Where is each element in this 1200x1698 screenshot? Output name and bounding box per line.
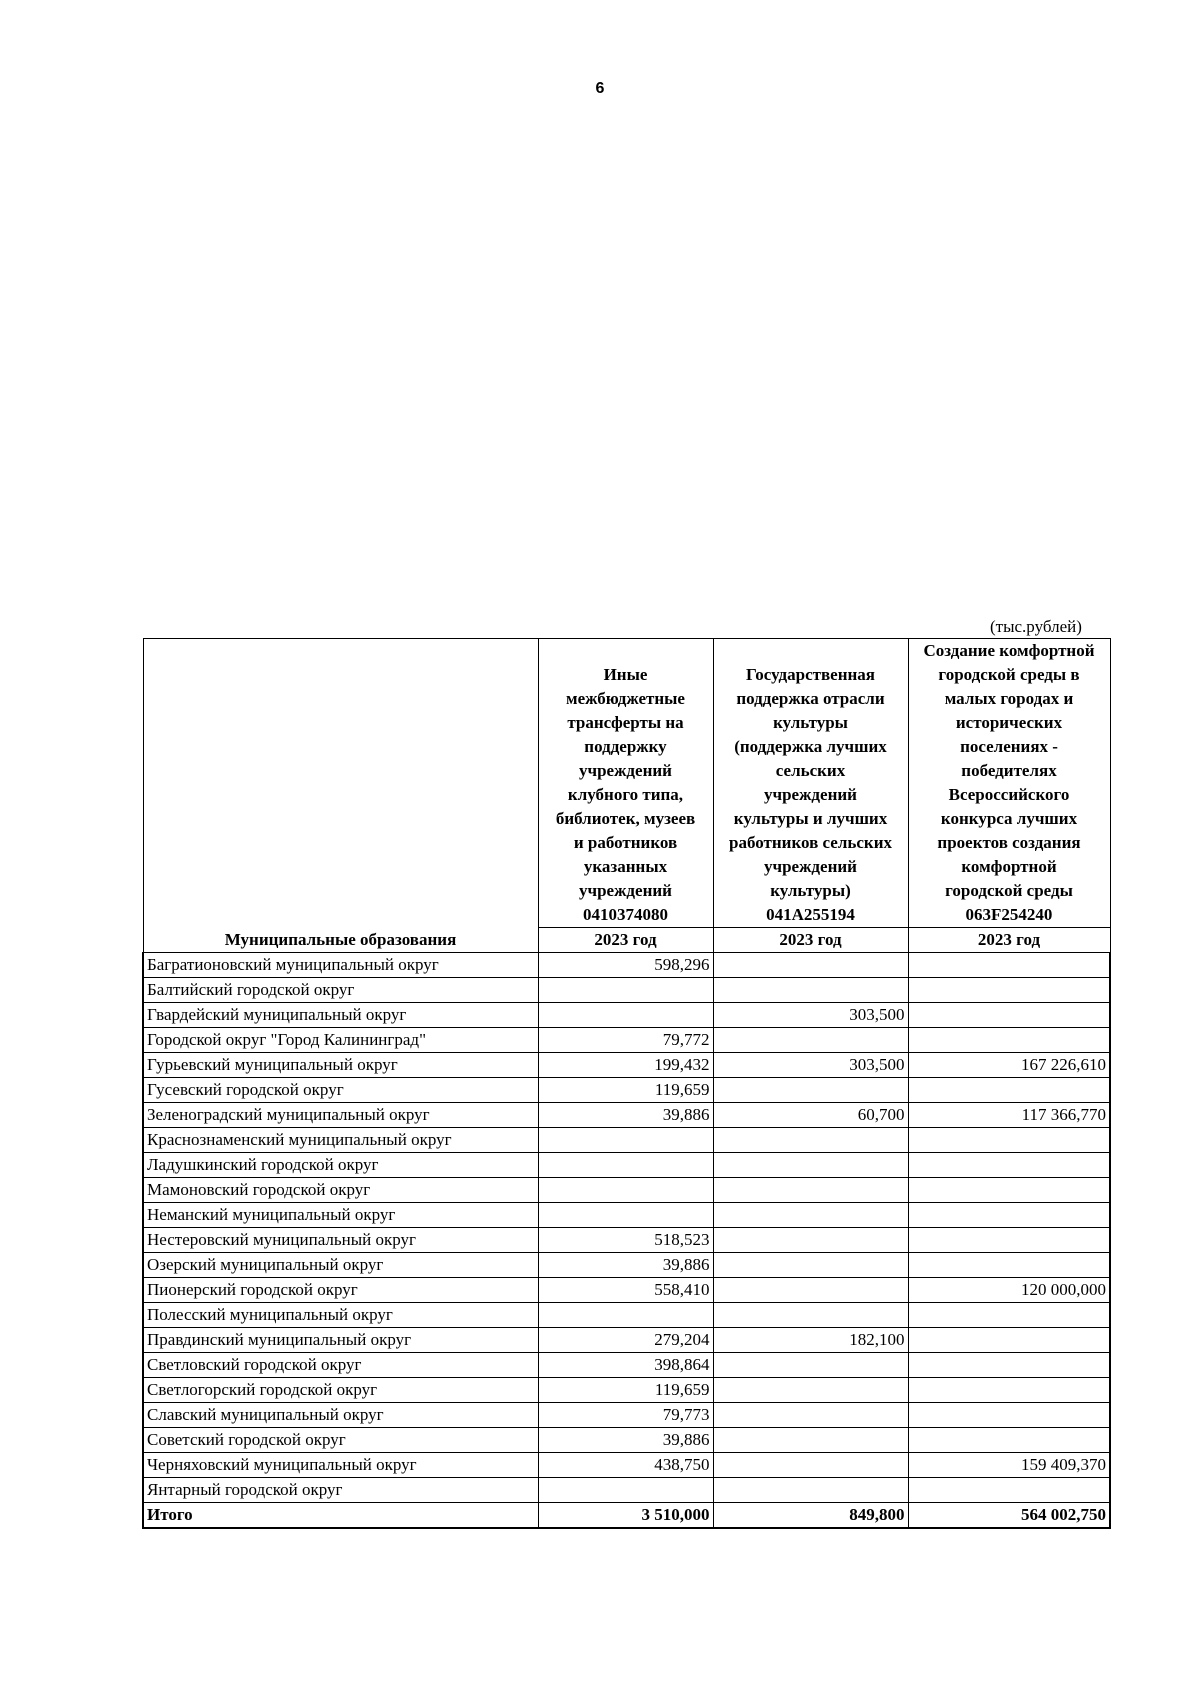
value-column-1: 279,204	[538, 1328, 713, 1353]
header-year-2: 2023 год	[713, 928, 908, 953]
header-line: конкурса лучших	[940, 809, 1078, 828]
municipality-name: Полесский муниципальный округ	[143, 1303, 538, 1328]
page-number: 6	[595, 80, 605, 97]
value-column-3	[908, 1428, 1110, 1453]
municipality-name: Правдинский муниципальный округ	[143, 1328, 538, 1353]
value-column-3	[908, 1078, 1110, 1103]
header-line: Создание комфортной	[923, 641, 1095, 660]
value-column-2: 849,800	[713, 1503, 908, 1529]
total-row	[143, 1503, 1110, 1529]
table-row	[143, 1203, 1110, 1228]
table-row	[143, 1028, 1110, 1053]
header-line: учреждений	[579, 881, 672, 900]
table-row	[143, 1253, 1110, 1278]
header-line: учреждений	[579, 761, 672, 780]
table-row	[143, 978, 1110, 1003]
value-column-2	[713, 1078, 908, 1103]
value-column-3	[908, 978, 1110, 1003]
value-column-3	[908, 1028, 1110, 1053]
municipality-name: Краснознаменский муниципальный округ	[143, 1128, 538, 1153]
header-line: библиотек, музеев	[555, 809, 696, 828]
table-row	[143, 1303, 1110, 1328]
value-column-2	[713, 1228, 908, 1253]
value-column-3: 167 226,610	[908, 1053, 1110, 1078]
value-column-2	[713, 1378, 908, 1403]
header-line: трансферты на	[567, 713, 684, 732]
value-column-2: 60,700	[713, 1103, 908, 1128]
header-year-1: 2023 год	[538, 928, 713, 953]
municipality-name: Ладушкинский городской округ	[143, 1153, 538, 1178]
header-line: учреждений	[764, 785, 857, 804]
table-row	[143, 953, 1110, 978]
value-column-1: 119,659	[538, 1378, 713, 1403]
municipality-name: Нестеровский муниципальный округ	[143, 1228, 538, 1253]
table-row	[143, 1378, 1110, 1403]
header-line: культуры)	[770, 881, 851, 900]
table-row	[143, 1403, 1110, 1428]
table-row	[143, 1353, 1110, 1378]
value-column-2	[713, 1203, 908, 1228]
value-column-1: 79,773	[538, 1403, 713, 1428]
header-line: (поддержка лучших	[734, 737, 887, 756]
value-column-2	[713, 1353, 908, 1378]
value-column-3	[908, 1003, 1110, 1028]
units-note: (тыс.рублей)	[990, 617, 1082, 636]
header-line: Иные	[603, 665, 648, 684]
municipality-name: Зеленоградский муниципальный округ	[143, 1103, 538, 1128]
value-column-1: 199,432	[538, 1053, 713, 1078]
header-column-2	[713, 639, 908, 928]
header-line: культуры	[773, 713, 848, 732]
value-column-2	[713, 1303, 908, 1328]
value-column-2	[713, 1478, 908, 1503]
value-column-3	[908, 1128, 1110, 1153]
header-line: Государственная	[745, 665, 876, 684]
header-column-1-text	[542, 663, 710, 927]
value-column-2	[713, 1128, 908, 1153]
value-column-3: 564 002,750	[908, 1503, 1110, 1529]
table-row	[143, 1003, 1110, 1028]
header-column-1	[538, 639, 713, 928]
header-line: указанных	[583, 857, 668, 876]
value-column-2	[713, 1178, 908, 1203]
table-row	[143, 1228, 1110, 1253]
value-column-3: 120 000,000	[908, 1278, 1110, 1303]
value-column-3	[908, 953, 1110, 978]
value-column-2	[713, 1278, 908, 1303]
header-line: 041A255194	[766, 905, 855, 924]
value-column-1	[538, 1003, 713, 1028]
value-column-1: 39,886	[538, 1103, 713, 1128]
value-column-1	[538, 1303, 713, 1328]
value-column-1	[538, 1478, 713, 1503]
value-column-3	[908, 1253, 1110, 1278]
value-column-1: 598,296	[538, 953, 713, 978]
value-column-3	[908, 1203, 1110, 1228]
value-column-1: 558,410	[538, 1278, 713, 1303]
value-column-2	[713, 1028, 908, 1053]
header-line: городской среды	[945, 881, 1073, 900]
header-line: малых городах и	[944, 689, 1074, 708]
municipality-name: Янтарный городской округ	[143, 1478, 538, 1503]
municipality-name: Итого	[143, 1503, 538, 1529]
header-line: клубного типа,	[567, 785, 684, 804]
value-column-1: 39,886	[538, 1253, 713, 1278]
table-row	[143, 1478, 1110, 1503]
value-column-2	[713, 978, 908, 1003]
header-line: проектов создания	[937, 833, 1081, 852]
header-line: межбюджетные	[566, 689, 685, 708]
municipality-name: Славский муниципальный округ	[143, 1403, 538, 1428]
header-line: поселениях -	[960, 737, 1058, 756]
table-row	[143, 1053, 1110, 1078]
table-row	[143, 1103, 1110, 1128]
header-row	[143, 639, 1110, 928]
table-row	[143, 1453, 1110, 1478]
value-column-3: 117 366,770	[908, 1103, 1110, 1128]
value-column-1: 398,864	[538, 1353, 713, 1378]
value-column-1: 119,659	[538, 1078, 713, 1103]
value-column-2	[713, 1253, 908, 1278]
table-row	[143, 1128, 1110, 1153]
municipality-name: Багратионовский муниципальный округ	[143, 953, 538, 978]
municipality-name: Городской округ "Город Калининград"	[143, 1028, 538, 1053]
header-line: 063F254240	[965, 905, 1053, 924]
table-row	[143, 1428, 1110, 1453]
header-column-3-text	[912, 639, 1107, 927]
value-column-3	[908, 1228, 1110, 1253]
value-column-1	[538, 1153, 713, 1178]
value-column-1: 3 510,000	[538, 1503, 713, 1529]
header-line: поддержка отрасли	[736, 689, 885, 708]
municipality-name: Озерский муниципальный округ	[143, 1253, 538, 1278]
municipality-name: Неманский муниципальный округ	[143, 1203, 538, 1228]
table-row	[143, 1153, 1110, 1178]
value-column-1: 79,772	[538, 1028, 713, 1053]
value-column-3	[908, 1153, 1110, 1178]
municipality-name: Черняховский муниципальный округ	[143, 1453, 538, 1478]
value-column-1: 39,886	[538, 1428, 713, 1453]
municipality-name: Гвардейский муниципальный округ	[143, 1003, 538, 1028]
value-column-2: 303,500	[713, 1003, 908, 1028]
header-column-2-text	[717, 663, 905, 927]
value-column-2	[713, 1453, 908, 1478]
header-line: 0410374080	[583, 905, 668, 924]
municipality-name: Гусевский городской округ	[143, 1078, 538, 1103]
municipality-name: Светловский городской округ	[143, 1353, 538, 1378]
value-column-1	[538, 1178, 713, 1203]
value-column-3	[908, 1303, 1110, 1328]
value-column-2: 303,500	[713, 1053, 908, 1078]
header-line: городской среды в	[938, 665, 1080, 684]
value-column-3	[908, 1353, 1110, 1378]
value-column-1	[538, 978, 713, 1003]
value-column-3: 159 409,370	[908, 1453, 1110, 1478]
header-line: сельских	[775, 761, 846, 780]
municipality-name: Пионерский городской округ	[143, 1278, 538, 1303]
header-line: Всероссийского	[948, 785, 1070, 804]
value-column-1: 518,523	[538, 1228, 713, 1253]
value-column-1	[538, 1203, 713, 1228]
table-row	[143, 1078, 1110, 1103]
value-column-3	[908, 1378, 1110, 1403]
value-column-3	[908, 1178, 1110, 1203]
table-row	[143, 1328, 1110, 1353]
value-column-2	[713, 1428, 908, 1453]
header-line: культуры и лучших	[733, 809, 888, 828]
table-row	[143, 1278, 1110, 1303]
municipality-name: Советский городской округ	[143, 1428, 538, 1453]
municipality-name: Мамоновский городской округ	[143, 1178, 538, 1203]
value-column-1: 438,750	[538, 1453, 713, 1478]
value-column-3	[908, 1328, 1110, 1353]
municipality-name: Гурьевский муниципальный округ	[143, 1053, 538, 1078]
header-municipalities: Муниципальные образования	[143, 639, 538, 953]
header-year-3: 2023 год	[908, 928, 1110, 953]
value-column-2: 182,100	[713, 1328, 908, 1353]
municipality-name: Светлогорский городской округ	[143, 1378, 538, 1403]
value-column-2	[713, 953, 908, 978]
header-line: исторических	[955, 713, 1063, 732]
header-line: поддержку	[584, 737, 667, 756]
value-column-2	[713, 1403, 908, 1428]
municipality-name: Балтийский городской округ	[143, 978, 538, 1003]
header-line: учреждений	[764, 857, 857, 876]
value-column-3	[908, 1478, 1110, 1503]
value-column-3	[908, 1403, 1110, 1428]
value-column-1	[538, 1128, 713, 1153]
header-line: работников сельских	[729, 833, 892, 852]
header-line: победителях	[961, 761, 1057, 780]
header-line: комфортной	[961, 857, 1057, 876]
header-line: и работников	[573, 833, 678, 852]
value-column-2	[713, 1153, 908, 1178]
header-column-3	[908, 639, 1110, 928]
table-row	[143, 1178, 1110, 1203]
budget-table	[142, 638, 1111, 1529]
